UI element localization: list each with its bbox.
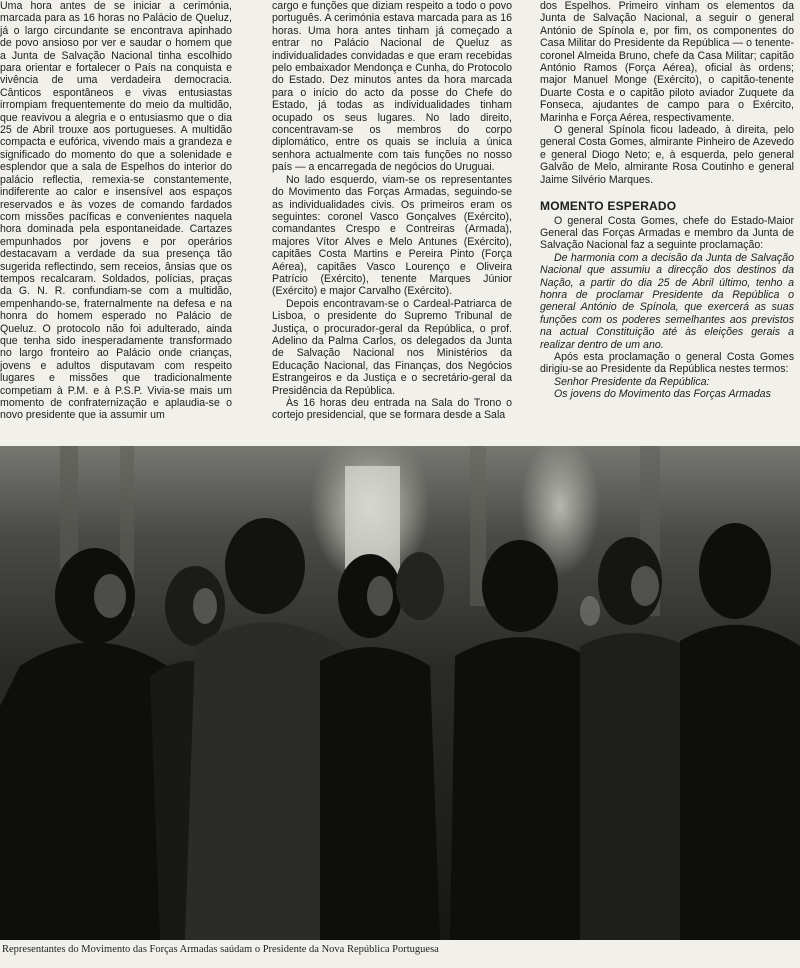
- article-column-3: [540, 0, 794, 440]
- article-paragraph: No lado esquerdo, viam-se os representantes do Movimento das Forças Armadas, seguindo-se as individualidades civis. Os primeiros eram os seguintes: coronel Vasco Gonçalves (Exército), comandantes Crespo e Contreiras (Armada), majores Vítor Alves e Melo Antunes (Exército), capitães Costa Martins e Pereira Pinto (Força Aérea), capitães Vasco Lourenço e Oliveira Patrício (Exército), tenente Marques Júnior (Exército) e major Carvalho (Exército).: [272, 173, 512, 298]
- proclamation-quote: De harmonia com a decisão da Junta de Salvação Nacional que assumiu a direcção dos destinos da Nação, a partir do dia 25 de Abril último, tenho a honra de proclamar Presidente da República o general António de Spínola, que exercerá as suas funções com os poderes semelhantes aos previstos na actual Constituição até às eleições gerais a realizar dentro de um ano.: [540, 251, 794, 351]
- section-heading: MOMENTO ESPERADO: [540, 199, 677, 214]
- photo-caption: Representantes do Movimento das Forças Armadas saúdam o Presidente da Nova República Portuguesa: [2, 944, 439, 955]
- address-line: Os jovens do Movimento das Forças Armadas: [554, 388, 771, 401]
- article-column-1: [0, 0, 232, 440]
- address-line: Senhor Presidente da República:: [554, 375, 710, 388]
- article-paragraph: O general Costa Gomes, chefe do Estado-Maior General das Forças Armadas e membro da Junta de Salvação Nacional faz a seguinte proclamação:: [540, 214, 794, 252]
- article-paragraph: O general Spínola ficou ladeado, à direita, pelo general Costa Gomes, almirante Pinheiro de Azevedo e general Diogo Neto; e, à esquerda, pelo general Galvão de Melo, almirante Rosa Coutinho e general Jaime Silvério Marques.: [540, 124, 794, 186]
- article-paragraph: dos Espelhos. Primeiro vinham os elementos da Junta de Salvação Nacional, a seguir o general António de Spínola e, por fim, os componentes do Casa Militar do Presidente da República — o tenente-coronel Almeida Bruno, chefe da Casa Militar; capitão António Ramos (Força Aérea), oficial às ordens; major Manuel Monge (Exército), o capitão-tenente Duarte Costa e o capitão piloto aviador Zuquete da Fonseca, ajudantes de campo para o Exército, Marinha e Força Aérea, respectivamente.: [540, 0, 794, 124]
- article-paragraph: Uma hora antes de se iniciar a cerimónia, marcada para as 16 horas no Palácio de Queluz, já o largo circundante se encontrava apinhado de povo ansioso por ver e saudar o homem que a Junta de Salvação Nacional tinha escolhido para orientar e fortalecer o País na conquista e vivência de uma verdadeira democracia. Cânticos espontâneos e vivas entusiastas irrompiam frequentemente do meio da multidão, que reavivou a alegria e o entusiasmo que o dia 25 de Abril trouxe aos portugueses. A multidão compacta e eufórica, vivendo mais a grandeza e significado do momento do que a solenidade e esplendor que a sala de Espelhos do interior do palácio reflectia, remexia-se constantemente, indiferente ao calor e insensível aos espaços reservados e às vozes de comando fardados com missões pacíficas e convenientes naquela hora dominada pela espontaneidade. Cartazes empunhados por jovens e por operários destacavam a verdade da sua presença tão sugerida reflectindo, sem receios, ânsias que os tempos recalcaram. Soldados, polícias, praças da G. N. R. confundiam-se com a multidão, empenhando-se, fraternalmente na defesa e na honra do homem esperado no Palácio de Queluz. O protocolo não foi adulterado, ainda que tenha sido inesperadamente transformado no largo fronteiro ao Palácio onde crianças, jovens e adultos disputavam com respeito lugares e missões que tradicionalmente competiam à P.M. e à P.S.P. Vivia-se mais um momento de confraternização e aplaudia-se o novo presidente que ia assumir um: [0, 0, 232, 422]
- article-paragraph: Às 16 horas deu entrada na Sala do Trono o cortejo presidencial, que se formara desde a Sala: [272, 397, 512, 422]
- article-paragraph: cargo e funções que diziam respeito a todo o povo português. A cerimónia estava marcada para as 16 horas. Uma hora antes tinham já começado a entrar no Palácio Nacional de Queluz as individualidades convidadas e que eram recebidas pelo embaixador Mendonça e Cunha, do Protocolo do Estado. Dez minutos antes da hora marcada para o início do acto da posse do Chefe do Estado, já todas as individualidades tinham ocupado os seus lugares. No lado direito, concentravam-se os membros do corpo diplomático, entre os quais se incluía a única senhora actualmente com tais funções no nosso país — a encarregada de negócios do Uruguai.: [272, 0, 512, 174]
- article-column-2: [272, 0, 512, 440]
- article-paragraph: Depois encontravam-se o Cardeal-Patriarca de Lisboa, o presidente do Supremo Tribunal de Justiça, o procurador-geral da República, o prof. Adelino da Palma Carlos, os delegados da Junta de Salvação Nacional nos Ministérios da Educação Nacional, das Finanças, dos Negócios Estrangeiros e da Justiça e o secretário-geral da Presidência da República.: [272, 297, 512, 397]
- article-paragraph: Após esta proclamação o general Costa Gomes dirigiu-se ao Presidente da República nestes termos:: [540, 350, 794, 376]
- photo-figures: [0, 446, 800, 940]
- ceremony-photograph: [0, 446, 800, 940]
